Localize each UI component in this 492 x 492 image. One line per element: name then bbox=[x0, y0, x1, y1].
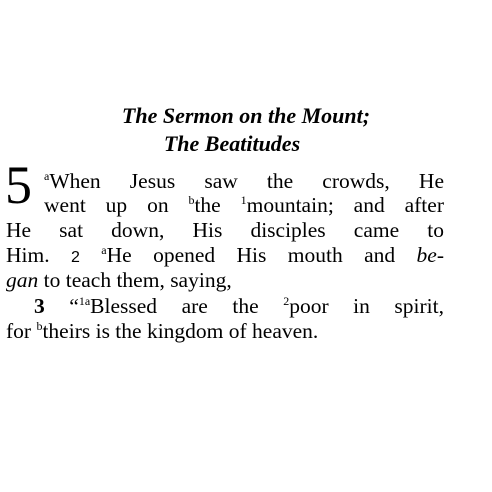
verse-text: theirs is the kingdom of heaven. bbox=[42, 319, 319, 343]
verse-line-1 bbox=[44, 169, 444, 193]
verse-text-italic: be- bbox=[416, 243, 444, 267]
verse-text: to teach them, saying, bbox=[38, 268, 232, 292]
verse-number: 2 bbox=[70, 249, 80, 266]
footnote-marker: b bbox=[36, 319, 43, 333]
verse-text: went up on bbox=[44, 193, 189, 217]
footnote-marker: a bbox=[44, 169, 50, 183]
verse-text: He opened His mouth and bbox=[106, 243, 417, 267]
section-heading-line-1: The Sermon on the Mount; bbox=[121, 103, 371, 128]
verse-line-7 bbox=[6, 319, 444, 343]
verse-number: 3 bbox=[34, 294, 45, 318]
verse-text: Blessed are the bbox=[90, 294, 284, 318]
verse-text-italic: gan bbox=[6, 268, 39, 292]
verse-line-2 bbox=[44, 193, 444, 217]
footnote-marker: 1a bbox=[78, 294, 91, 308]
verse-text: mountain; and after bbox=[246, 193, 444, 217]
footnote-marker: a bbox=[101, 243, 107, 257]
footnote-marker: 2 bbox=[283, 294, 290, 308]
verse-line-4 bbox=[6, 243, 444, 270]
verse-text: When Jesus saw the crowds, He bbox=[49, 169, 444, 193]
verse-text: “ bbox=[69, 294, 79, 318]
verse-line-5 bbox=[6, 268, 444, 292]
footnote-marker: b bbox=[188, 193, 195, 207]
verse-line-3 bbox=[6, 218, 444, 242]
verse-text: the bbox=[194, 193, 241, 217]
verse-text: for bbox=[6, 319, 37, 343]
verse-text: Him. bbox=[6, 243, 71, 267]
footnote-marker: 1 bbox=[240, 193, 247, 207]
verse-text: poor in spirit, bbox=[289, 294, 444, 318]
verse-text: He sat down, His disciples came to bbox=[6, 218, 444, 242]
chapter-number: 5 bbox=[5, 155, 32, 215]
verse-line-6 bbox=[34, 294, 444, 318]
section-heading-line-2: The Beatitudes bbox=[163, 131, 301, 156]
